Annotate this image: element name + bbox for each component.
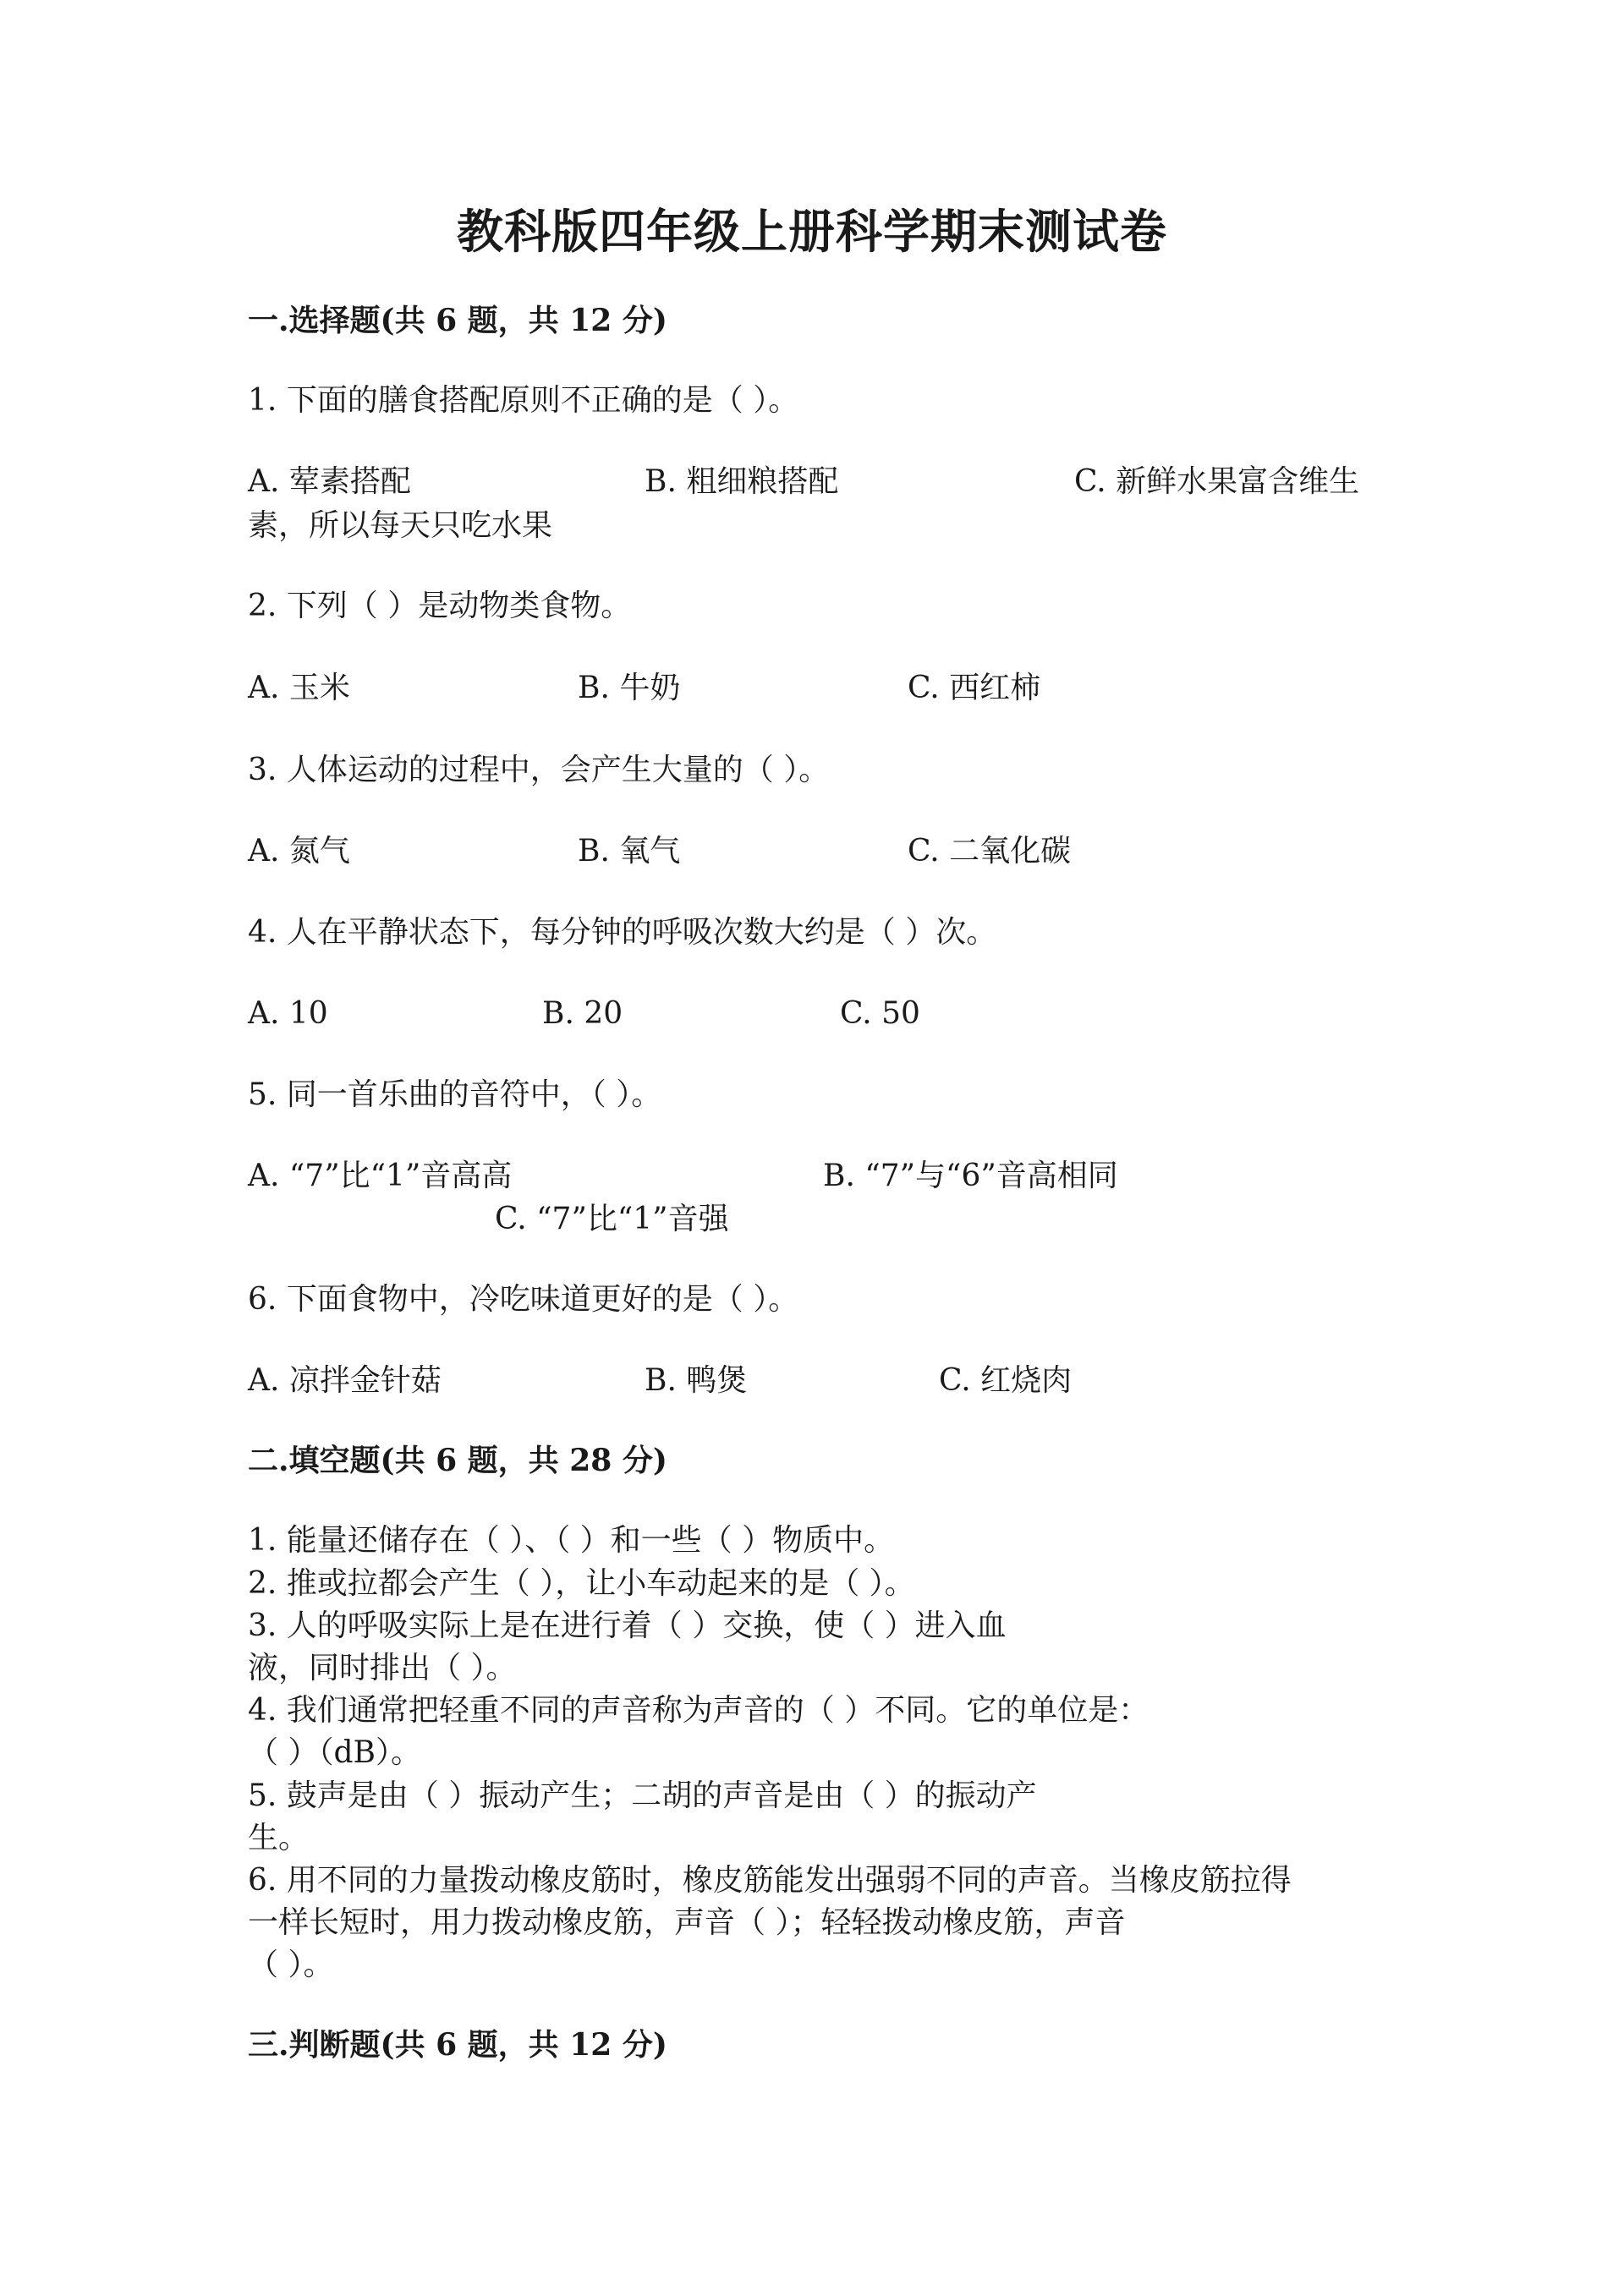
option-a: A. 玉米 <box>248 671 350 705</box>
option-c: C. “7”比“1”音强 <box>495 1202 729 1236</box>
option-a: A. “7”比“1”音高高 <box>248 1159 513 1193</box>
option-c: C. 新鲜水果富含维生 <box>1074 464 1360 499</box>
question-stem: 4. 人在平静状态下，每分钟的呼吸次数大约是（ ）次。 <box>248 915 997 950</box>
option-b: B. 粗细粮搭配 <box>645 464 839 499</box>
option-b: B. 20 <box>542 996 623 1031</box>
question-stem: 1. 下面的膳食搭配原则不正确的是（ ）。 <box>248 383 799 418</box>
fill-line: 一样长短时，用力拨动橡皮筋，声音（ ）；轻轻拨动橡皮筋，声音 <box>248 1905 1126 1940</box>
fill-line: 液，同时排出（ ）。 <box>248 1651 517 1685</box>
fill-line: （ ）。 <box>248 1948 334 1982</box>
fill-line: 4. 我们通常把轻重不同的声音称为声音的（ ）不同。它的单位是： <box>248 1693 1149 1728</box>
fill-line: 3. 人的呼吸实际上是在进行着（ ）交换，使（ ）进入血 <box>248 1608 1007 1643</box>
fill-line: 6. 用不同的力量拨动橡皮筋时，橡皮筋能发出强弱不同的声音。当橡皮筋拉得 <box>248 1863 1292 1898</box>
option-c: C. 50 <box>840 996 920 1031</box>
fill-line: （ ）（dB）。 <box>248 1735 421 1770</box>
option-c: C. 红烧肉 <box>939 1363 1073 1398</box>
fill-line: 5. 鼓声是由（ ）振动产生；二胡的声音是由（ ）的振动产 <box>248 1778 1037 1813</box>
page-title: 教科版四年级上册科学期末测试卷 <box>456 204 1167 259</box>
option-c: C. 二氧化碳 <box>908 834 1072 869</box>
question-stem: 2. 下列（ ）是动物类食物。 <box>248 589 632 623</box>
fill-line: 2. 推或拉都会产生（ ），让小车动起来的是（ ）。 <box>248 1566 915 1601</box>
option-a: A. 氮气 <box>248 834 350 869</box>
fill-line: 1. 能量还储存在（ ）、（ ）和一些（ ）物质中。 <box>248 1523 895 1558</box>
option-a: A. 凉拌金针菇 <box>248 1363 442 1398</box>
question-stem: 5. 同一首乐曲的音符中，（ ）。 <box>248 1077 662 1112</box>
option-b: B. 鸭煲 <box>645 1363 748 1398</box>
section-heading-judge: 三.判断题(共 6 题，共 12 分) <box>248 2027 667 2063</box>
option-b: B. 氧气 <box>578 834 681 869</box>
option-a: A. 10 <box>248 996 328 1031</box>
option-c-continued: 素，所以每天只吃水果 <box>248 508 553 543</box>
question-stem: 6. 下面食物中，冷吃味道更好的是（ ）。 <box>248 1282 799 1317</box>
fill-line: 生。 <box>248 1821 310 1855</box>
section-heading-fill: 二.填空题(共 6 题，共 28 分) <box>248 1443 667 1478</box>
question-stem: 3. 人体运动的过程中，会产生大量的（ ）。 <box>248 753 830 787</box>
option-a: A. 荤素搭配 <box>248 464 411 499</box>
option-b: B. “7”与“6”音高相同 <box>823 1159 1118 1193</box>
option-c: C. 西红柿 <box>908 671 1041 705</box>
option-b: B. 牛奶 <box>578 671 681 705</box>
section-heading-choice: 一.选择题(共 6 题，共 12 分) <box>248 303 667 338</box>
